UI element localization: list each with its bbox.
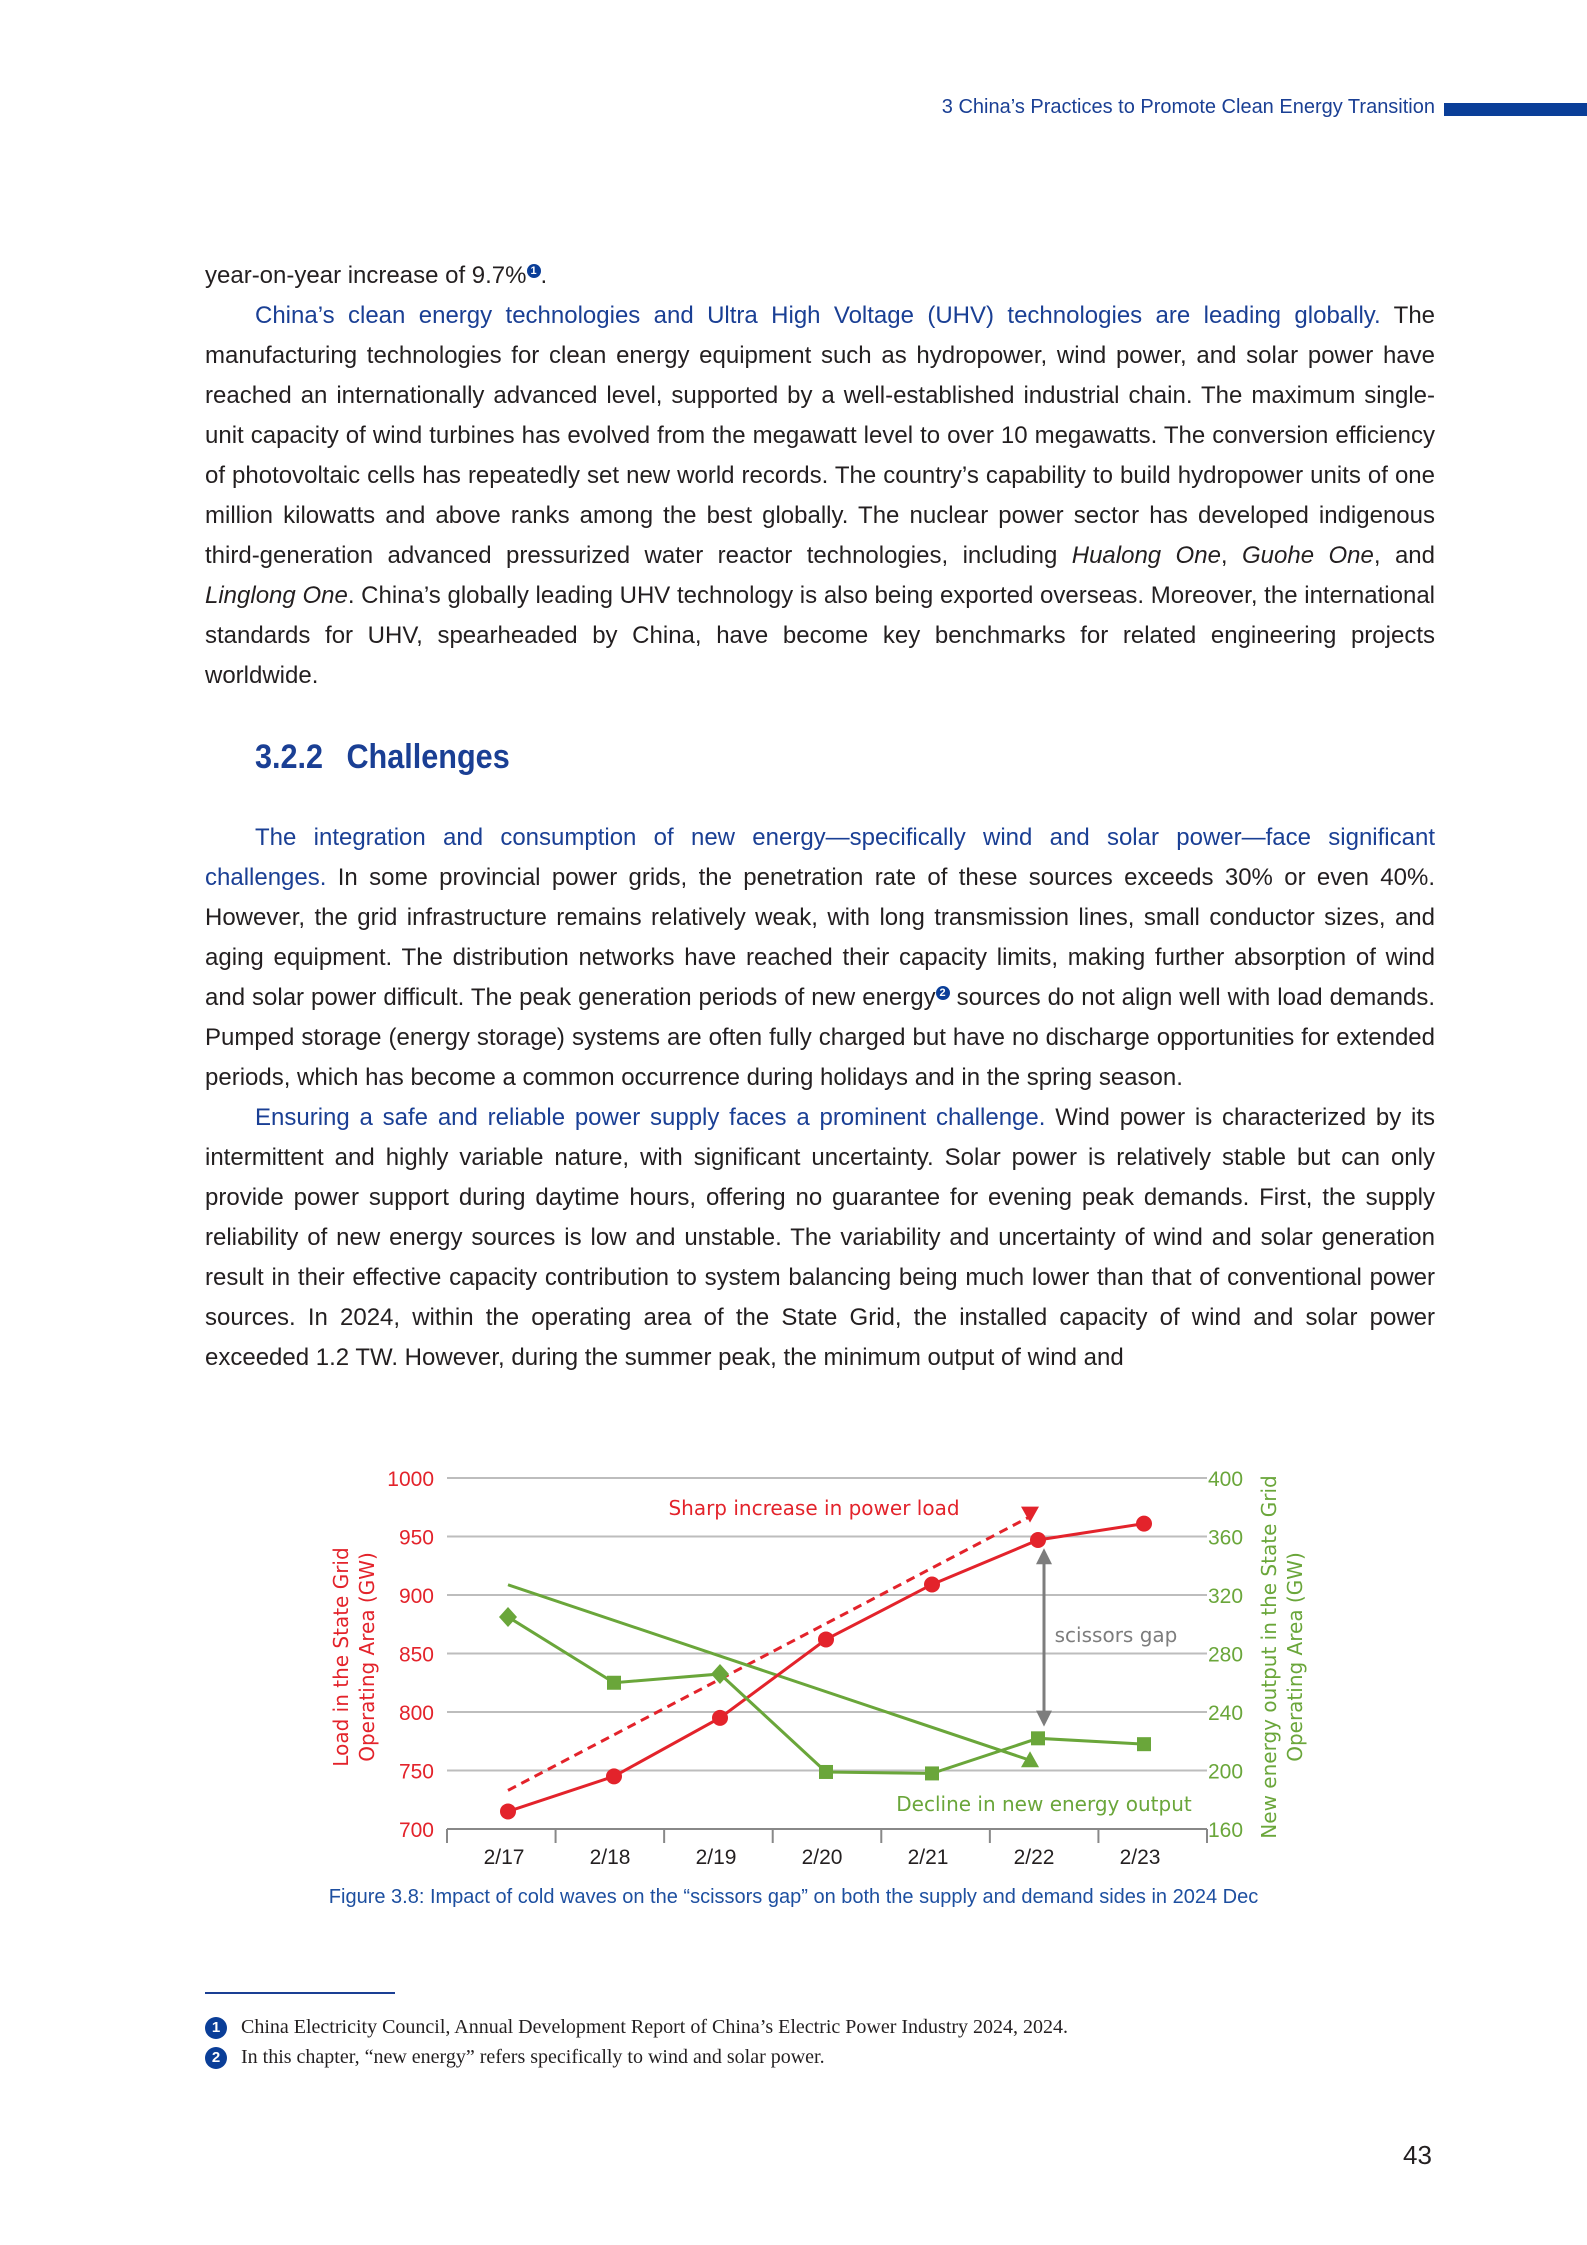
y-tick-label: 1000	[387, 1468, 434, 1491]
para1-end: .	[540, 262, 548, 289]
y-tick-label: 750	[398, 1760, 434, 1784]
x-tick-label: 2/23	[1119, 1846, 1161, 1869]
y2-tick-label: 280	[1208, 1643, 1244, 1667]
output-trend-line	[508, 1585, 1030, 1761]
footnote-2	[205, 2042, 1068, 2072]
footnote-ref-2[interactable]: 2	[936, 986, 950, 1000]
load-point	[1136, 1516, 1152, 1532]
section-number: 3.2.2	[255, 738, 324, 776]
y2-tick-label: 240	[1208, 1702, 1244, 1725]
new-energy-point	[607, 1676, 621, 1690]
para2-guohe: Guohe One	[1242, 542, 1374, 569]
new-energy-point	[1137, 1737, 1151, 1751]
footnote-divider	[205, 1992, 395, 1994]
para4-text: Wind power is characterized by its intermittent and highly variable nature, with significant uncertainty. Solar power is relatively stable but can only provide power support during daytime hours, offering no guarantee for evening peak demands. First, the supply reliability of new energy sources is low and unstable. The variability and uncertainty of wind and solar generation result in their effective capacity contribution to system balancing being much lower than that of conventional power sources. In 2024, within the operating area of the State Grid, the installed capacity of wind and solar power exceeded 1.2 TW. However, during the summer peak, the minimum output of wind and	[205, 1104, 1435, 1371]
y2-tick-label: 360	[1208, 1526, 1244, 1550]
x-tick-label: 2/19	[695, 1846, 737, 1869]
para2-sep1: ,	[1220, 542, 1243, 569]
scissors-gap-arrowhead-up	[1036, 1548, 1052, 1564]
page-number: 43	[1403, 2140, 1432, 2170]
footnote-1	[205, 2012, 1068, 2042]
para3-text2: sources do not align well with load demands. Pumped storage (energy storage) systems are often fully charged but have no discharge opportunities for extended periods, which has become a common occurrence during holidays and in the spring season.	[205, 984, 1435, 1091]
footnote-text: In this chapter, “new energy” refers specifically to wind and solar power.	[241, 2046, 825, 2068]
y2-tick-label: 160	[1208, 1819, 1244, 1842]
running-header: 3 China’s Practices to Promote Clean Energy Transition	[941, 96, 1435, 118]
footnote-number: 2	[205, 2047, 227, 2069]
new-energy-point	[1031, 1731, 1045, 1745]
footnotes	[205, 2012, 1068, 2072]
y-axis-title: Load in the State Grid Operating Area (GW)	[329, 1547, 379, 1767]
y2-tick-label: 200	[1208, 1760, 1244, 1784]
figure-caption: Figure 3.8: Impact of cold waves on the “scissors gap” on both the supply and demand sides in 2024 Dec	[328, 1886, 1259, 1908]
new-energy-point	[925, 1766, 939, 1780]
x-tick-label: 2/17	[483, 1846, 525, 1869]
x-tick-label: 2/20	[801, 1846, 843, 1869]
para2-lead: China’s clean energy technologies and Ultra High Voltage (UHV) technologies are leading globally.	[255, 302, 1381, 329]
load-point	[924, 1576, 940, 1592]
load-point	[500, 1803, 516, 1819]
scissors-gap-arrowhead-down	[1036, 1711, 1052, 1727]
para2-text2: . China’s globally leading UHV technology is also being exported overseas. Moreover, the international standards for UHV, spearheaded by China, have become key benchmarks for related engineering projects worldwide.	[205, 582, 1435, 689]
para2-sep2: , and	[1373, 542, 1435, 569]
load-point	[818, 1631, 834, 1647]
para3-lead: The integration and consumption of new energy—specifically wind and solar power—face significant challenges.	[205, 824, 1435, 891]
new-energy-point	[499, 1607, 517, 1627]
section-title: Challenges	[346, 738, 510, 776]
annotation-output-decline: Decline in new energy output	[896, 1792, 1192, 1816]
annotation-scissors-gap: scissors gap	[1054, 1623, 1178, 1647]
para4-lead: Ensuring a safe and reliable power supply faces a prominent challenge.	[255, 1104, 1046, 1131]
para1-text: year-on-year increase of 9.7%	[205, 262, 527, 289]
new-energy-point	[819, 1765, 833, 1779]
load-point	[606, 1768, 622, 1784]
x-tick-label: 2/21	[907, 1846, 949, 1869]
para2-linglong: Linglong One	[205, 582, 348, 609]
y-tick-label: 900	[398, 1585, 434, 1608]
annotation-load-increase: Sharp increase in power load	[668, 1496, 960, 1520]
y-tick-label: 700	[398, 1819, 434, 1842]
footnote-ref-1[interactable]: 1	[527, 264, 541, 278]
footnote-text: China Electricity Council, Annual Development Report of China’s Electric Power Industry 2024, 2024.	[241, 2016, 1069, 2038]
y2-tick-label: 400	[1208, 1468, 1244, 1491]
y2-tick-label: 320	[1208, 1585, 1244, 1608]
para2-hualong: Hualong One	[1071, 542, 1221, 569]
x-tick-label: 2/22	[1013, 1846, 1055, 1869]
para2-text1: The manufacturing technologies for clean energy equipment such as hydropower, wind power, and solar power have reached an internationally advanced level, supported by a well-established industrial chain. The maximum single-unit capacity of wind turbines has evolved from the megawatt level to over 10 megawatts. The conversion efficiency of photovoltaic cells has repeatedly set new world records. The country’s capability to build hydropower units of one million kilowatts and above ranks among the best globally. The nuclear power sector has developed indigenous third-generation advanced pressurized water reactor technologies, including	[205, 302, 1436, 569]
load-trend-arrowhead	[1021, 1507, 1039, 1523]
x-tick-label: 2/18	[589, 1846, 631, 1869]
y2-axis-title: New energy output in the State Grid Operating Area (GW)	[1257, 1475, 1307, 1839]
load-point	[1030, 1532, 1046, 1548]
y-tick-label: 800	[398, 1702, 434, 1725]
load-point	[712, 1710, 728, 1726]
para3-text1: In some provincial power grids, the penetration rate of these sources exceeds 30% or even 40%. However, the grid infrastructure remains relatively weak, with long transmission lines, small conductor sizes, and aging equipment. The distribution networks have reached their capacity limits, making further absorption of wind and solar power difficult. The peak generation periods of new energy	[205, 864, 1435, 1011]
y-tick-label: 950	[398, 1526, 434, 1550]
footnote-number: 1	[205, 2017, 227, 2039]
y-tick-label: 850	[398, 1643, 434, 1667]
